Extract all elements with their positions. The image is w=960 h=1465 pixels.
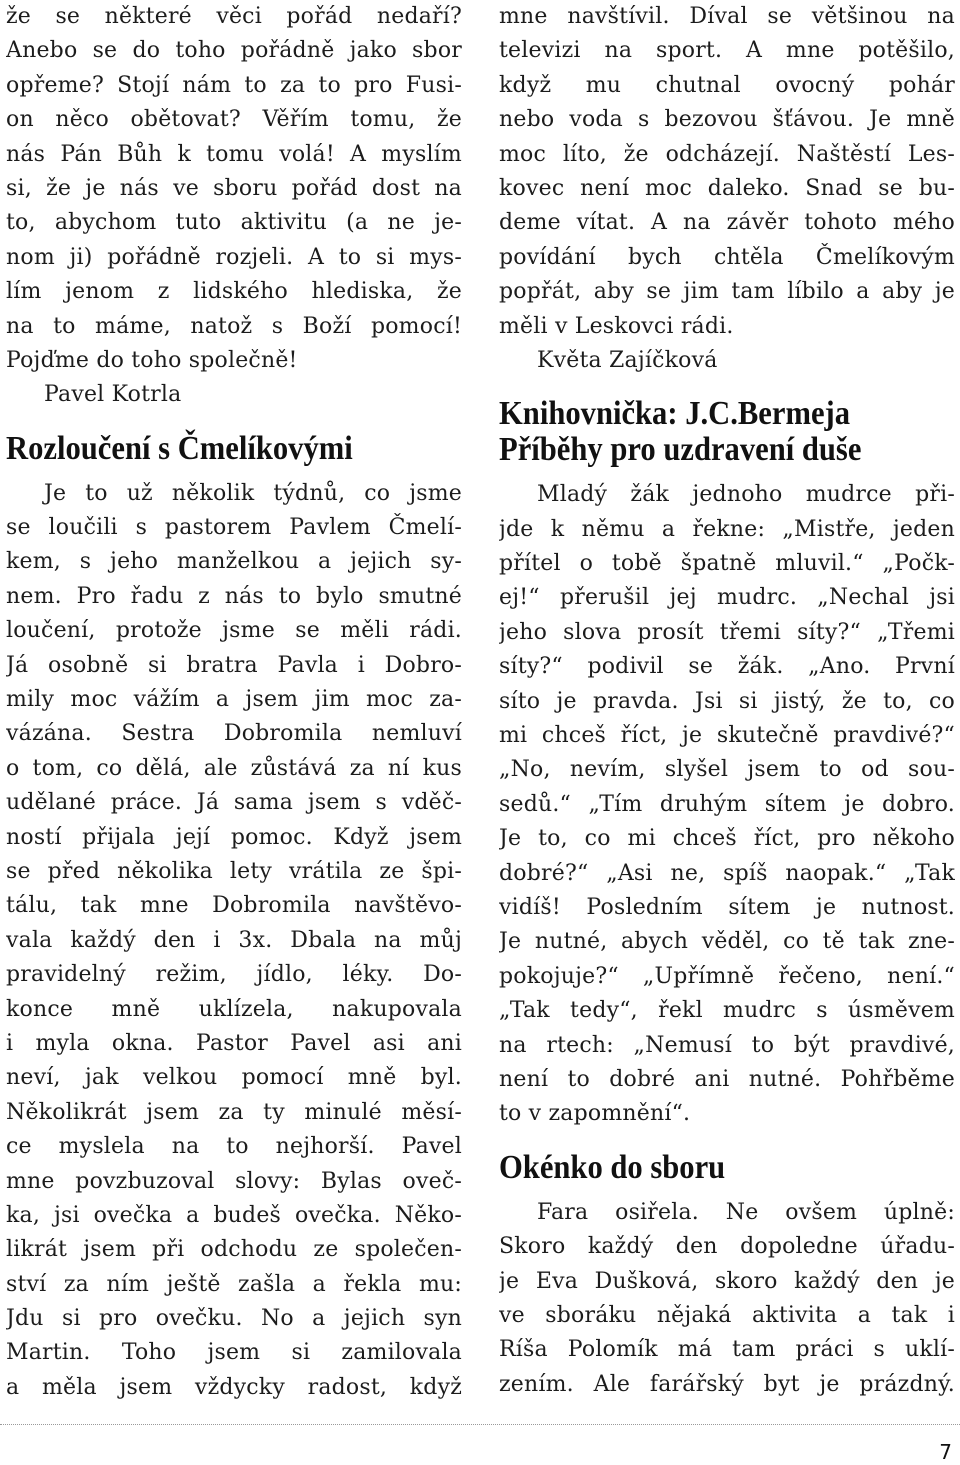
text-line: konce mně uklízela, nakupovala	[6, 996, 462, 1022]
article-body	[6, 477, 462, 1406]
continued-author: Květa Zajíčková	[537, 347, 718, 373]
text-line: Pojďme do toho společně!	[6, 347, 298, 373]
text-line: mily moc vážím a jsem jim moc za-	[6, 687, 462, 713]
left-column	[6, 0, 462, 1405]
text-line: Anebo se do toho pořádně jako sbor	[6, 38, 462, 64]
text-line: kem, s jeho manželkou a jejich sy-	[6, 549, 462, 575]
text-line: Mladý žák jednoho mudrce při-	[537, 482, 955, 508]
text-line: o tom, co dělá, ale zůstává za ní kus	[6, 755, 462, 781]
text-line: mi chceš říct, je skutečně pravdivé?“	[499, 723, 955, 749]
text-line: „Tak tedy“, řekl mudrc s úsměvem	[499, 998, 955, 1024]
text-line: síty?“ podivil se žák. „Ano. První	[499, 654, 955, 680]
text-line: ve sboráku nějaká aktivita a tak i	[499, 1302, 955, 1328]
page-number: 7	[939, 1440, 952, 1464]
text-line: když mu chutnal ovocný pohár	[499, 72, 955, 98]
library-subtitle: Příběhy pro uzdravení duše	[499, 431, 862, 469]
text-line: „No, nevím, slyšel jsem to od sou-	[499, 757, 955, 783]
text-line: ství za ním ještě zašla a řekla mu:	[6, 1271, 462, 1297]
text-line: ej!“ přerušil jej mudrc. „Nechal jsi	[499, 585, 955, 611]
intro-paragraph	[6, 0, 462, 378]
text-line: vala každý den i 3x. Dbala na můj	[6, 927, 462, 953]
text-line: pravidelný režim, jídlo, léky. Do-	[6, 962, 462, 988]
text-line: ka, jsi ovečka a budeš ovečka. Něko-	[6, 1202, 462, 1228]
article-title: Rozloučení s Čmelíkovými	[6, 429, 353, 467]
text-line: Jdu si pro ovečku. No a jejich syn	[6, 1306, 462, 1332]
text-line: Skoro každý den dopoledne úřadu-	[499, 1234, 955, 1260]
text-line: dobré?“ „Asi ne, spíš naopak.“ „Tak	[499, 860, 955, 886]
text-line: ce myslela na to nejhorší. Pavel	[6, 1134, 462, 1160]
text-line: lím jenom z lidského hlediska, že	[6, 279, 462, 305]
library-body	[499, 478, 955, 1131]
text-line: přítel o tobě špatně mluvil.“ „Počk-	[499, 551, 955, 577]
text-line: Já osobně si bratra Pavla i Dobro-	[6, 652, 462, 678]
text-line: na to máme, natož s Boží pomocí!	[6, 313, 462, 339]
text-line: udělané práce. Já sama jsem s vděč-	[6, 790, 462, 816]
text-line: popřát, aby se jim tam líbilo a aby je	[499, 279, 955, 305]
text-line: se loučili s pastorem Pavlem Čmelí-	[6, 515, 462, 541]
text-line: je Eva Dušková, skoro každý den je	[499, 1268, 955, 1294]
text-line: sedů.“ „Tím druhým sítem je dobro.	[499, 791, 955, 817]
text-line: loučení, protože jsme se měli rádi.	[6, 618, 462, 644]
library-title: Knihovnička: J.C.Bermeja	[499, 395, 851, 433]
text-line: jde k němu a řekne: „Mistře, jeden	[499, 516, 955, 542]
text-line: opřeme? Stojí nám to za to pro Fusi-	[6, 72, 462, 98]
text-line: že se některé věci pořád nedaří?	[6, 4, 462, 29]
text-line: to, abychom tuto aktivitu (a ne je-	[6, 210, 462, 236]
article-body-continued	[499, 0, 955, 344]
text-line: neví, jak velkou pomocí mně byl.	[6, 1065, 462, 1091]
text-line: Fara osiřela. Ne ovšem úplně:	[537, 1199, 955, 1225]
text-line: moc líto, že odcházejí. Naštěstí Les-	[499, 141, 955, 167]
text-line: Je nutné, abych věděl, co tě tak zne-	[499, 929, 955, 955]
window-body	[499, 1196, 955, 1402]
text-line: tálu, tak mne Dobromila navštěvo-	[6, 893, 462, 919]
text-line: to v zapomnění“.	[499, 1101, 691, 1127]
text-line: síto je pravda. Jsi si jistý, že to, co	[499, 688, 955, 714]
text-line: Je to, co mi chceš říct, pro někoho	[499, 826, 955, 852]
text-line: se před několika lety vrátila ze špi-	[6, 858, 462, 884]
text-line: likrát jsem při odchodu ze společen-	[6, 1237, 462, 1263]
text-line: a měla jsem vždycky radost, když	[6, 1374, 462, 1400]
text-line: deme vítat. A na závěr tohoto mého	[499, 210, 955, 236]
text-line: nebo voda s bezovou šťávou. Je mně	[499, 107, 955, 133]
text-line: nás Pán Bůh k tomu volá! A myslím	[6, 141, 462, 167]
text-line: Je to už několik týdnů, co jsme	[44, 480, 462, 506]
text-line: si, že je nás ve sboru pořád dost na	[6, 175, 462, 201]
text-line: nom ji) pořádně rozjeli. A to si mys-	[6, 244, 462, 270]
text-line: on něco obětovat? Věřím tomu, že	[6, 107, 462, 133]
text-line: Několikrát jsem za ty minulé měsí-	[6, 1099, 462, 1125]
text-line: mne navštívil. Díval se většinou na	[499, 4, 955, 29]
text-line: povídání bych chtěla Čmelíkovým	[499, 244, 955, 270]
intro-author: Pavel Kotrla	[44, 382, 182, 408]
text-line: vidíš! Posledním sítem je nutnost.	[499, 894, 955, 920]
text-line: kovec není moc daleko. Snad se bu-	[499, 175, 955, 201]
right-column	[499, 0, 955, 1402]
window-title: Okénko do sboru	[499, 1148, 726, 1186]
text-line: na rtech: „Nemusí to být pravdivé,	[499, 1032, 955, 1058]
text-line: televizi na sport. A mne potěšilo,	[499, 38, 955, 64]
text-line: mne povzbuzoval slovy: Bylas oveč-	[6, 1168, 462, 1194]
text-line: nem. Pro řadu z nás to bylo smutné	[6, 583, 462, 609]
text-line: Ríša Polomík má tam práci s uklí-	[499, 1337, 955, 1363]
footer-rule	[0, 1424, 960, 1425]
text-line: zením. Ale farářský byt je prázdný.	[499, 1371, 955, 1397]
text-line: Martin. Toho jsem si zamilovala	[6, 1340, 462, 1366]
text-line: vázána. Sestra Dobromila nemluví	[6, 721, 462, 747]
text-line: jeho slova prosít třemi síty?“ „Třemi	[499, 619, 955, 645]
text-line: měli v Leskovci rádi.	[499, 313, 734, 339]
text-line: ností přijala její pomoc. Když jsem	[6, 824, 462, 850]
text-line: i myla okna. Pastor Pavel asi ani	[6, 1030, 462, 1056]
text-line: pokojuje?“ „Upřímně řečeno, není.“	[499, 963, 955, 989]
text-line: není to dobré ani nutné. Pohřběme	[499, 1066, 955, 1092]
